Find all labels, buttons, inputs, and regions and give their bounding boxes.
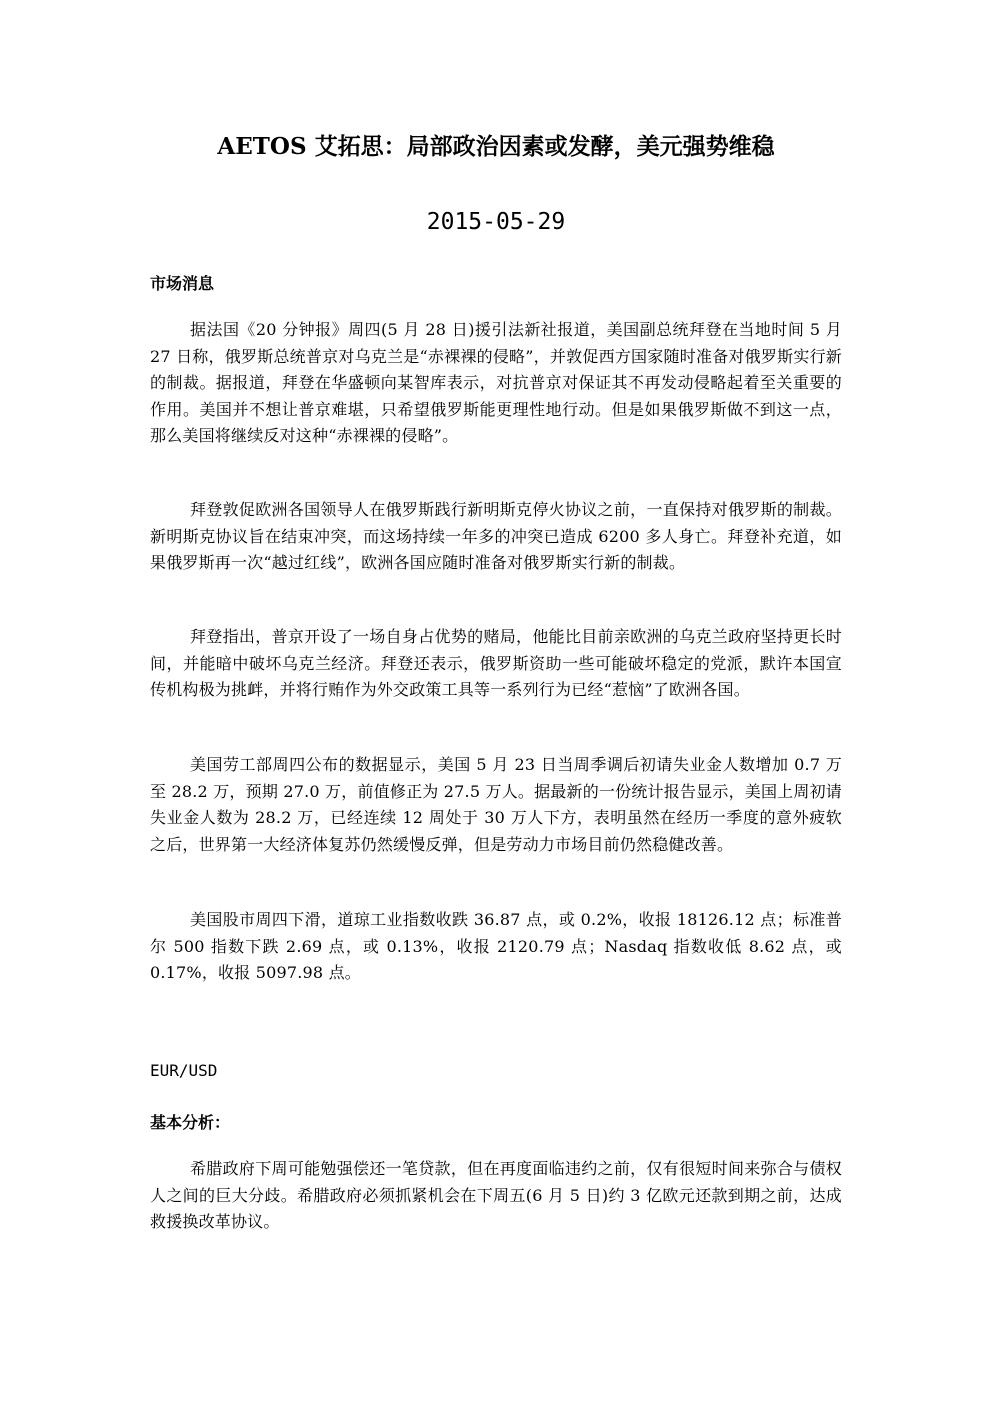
paragraph: 据法国《20 分钟报》周四(5 月 28 日)援引法新社报道，美国副总统拜登在当地时间 5 月 27 日称，俄罗斯总统普京对乌克兰是“赤裸裸的侵略”，并敦促西方国家随时准备对俄罗斯实行新的制裁。据报道，拜登在华盛顿向某智库表示，对抗普京对保证其不再发动侵略起着至关重要的作用。美国并不想让普京难堪，只希望俄罗斯能更理性地行动。但是如果俄罗斯做不到这一点，那么美国将继续反对这种“赤裸裸的侵略”。 [150, 320, 842, 445]
document-date: 2015-05-29 [426, 209, 566, 235]
paragraph: 拜登敦促欧洲各国领导人在俄罗斯践行新明斯克停火协议之前，一直保持对俄罗斯的制裁。新明斯克协议旨在结束冲突，而这场持续一年多的冲突已造成 6200 多人身亡。拜登补充道，如果俄罗斯再一次“越过红线”，欧洲各国应随时准备对俄罗斯实行新的制裁。 [150, 500, 842, 572]
paragraph: 希腊政府下周可能勉强偿还一笔贷款，但在再度面临违约之前，仅有很短时间来弥合与债权人之间的巨大分歧。希腊政府必须抓紧机会在下周五(6 月 5 日)约 3 亿欧元还款到期之前，达成救援换改革协议。 [150, 1159, 842, 1231]
document-title: AETOS 艾拓思：局部政治因素或发酵，美元强势维稳 [217, 133, 775, 160]
paragraph: 美国劳工部周四公布的数据显示，美国 5 月 23 日当周季调后初请失业金人数增加 0.7 万至 28.2 万，预期 27.0 万，前值修正为 27.5 万人。据最新的一份统计报告显示，美国上周初请失业金人数为 28.2 万，已经连续 12 周处于 30 万人下方，表明虽然在经历一季度的意外疲软之后，世界第一大经济体复苏仍然缓慢反弹，但是劳动力市场目前仍然稳健改善。 [150, 755, 842, 854]
section-heading-fundamental-analysis: 基本分析： [150, 1113, 231, 1132]
currency-pair-label: EUR/USD [150, 1061, 218, 1080]
section-heading-market-news: 市场消息 [150, 274, 215, 293]
paragraph: 美国股市周四下滑，道琼工业指数收跌 36.87 点，或 0.2%，收报 18126.12 点；标准普尔 500 指数下跌 2.69 点，或 0.13%，收报 2120.79 点；Nasdaq 指数收低 8.62 点，或 0.17%，收报 5097.98 点。 [150, 910, 842, 982]
paragraph: 拜登指出，普京开设了一场自身占优势的赌局，他能比目前亲欧洲的乌克兰政府坚持更长时间，并能暗中破坏乌克兰经济。拜登还表示，俄罗斯资助一些可能破坏稳定的党派，默许本国宣传机构极为挑衅，并将行贿作为外交政策工具等一系列行为已经“惹恼”了欧洲各国。 [150, 627, 842, 699]
